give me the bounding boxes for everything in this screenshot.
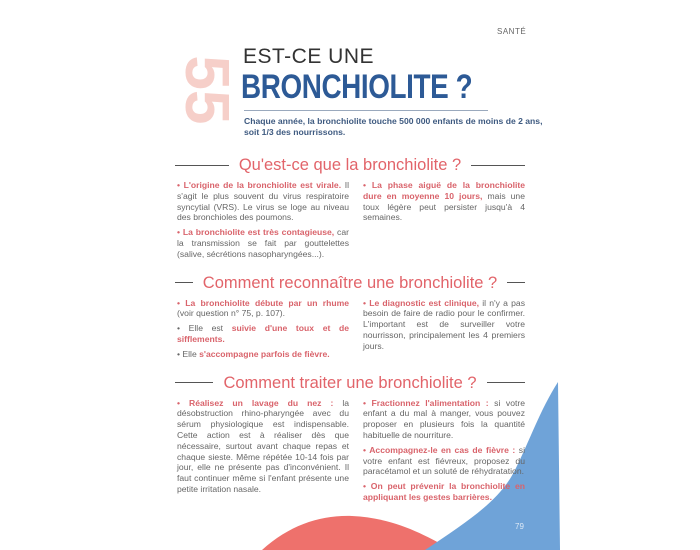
content [175, 154, 525, 515]
bullet-paragraph [177, 323, 349, 345]
section-recognize [175, 272, 525, 364]
heading-rule [507, 282, 525, 283]
highlight-text: • L'origine de la bronchiolite est virale. [177, 180, 342, 190]
section-label: SANTÉ [497, 27, 527, 36]
highlight-text: • Réalisez un lavage du nez : [177, 397, 334, 408]
highlight-text: • Accompagnez-le en cas de fièvre : [363, 444, 516, 455]
bullet-paragraph [363, 398, 525, 441]
question-number [172, 44, 241, 136]
body-text: • Elle [177, 348, 200, 359]
section-heading-what [175, 154, 525, 176]
heading-rule [471, 165, 525, 166]
highlight-text: • La phase aiguë de la bronchiolite dure en moyenne 10 jours, [363, 180, 525, 201]
section-recognize-right [363, 298, 525, 364]
highlight-text: • Le diagnostic est clinique, [363, 297, 480, 308]
bullet-paragraph [177, 398, 349, 495]
section-heading-text: Comment reconnaître une bronchiolite ? [202, 273, 498, 292]
section-treat-left [177, 398, 349, 507]
section-heading-text: Qu'est-ce que la bronchiolite ? [238, 156, 462, 174]
highlight-text: • La bronchiolite débute par un rhume [177, 297, 349, 308]
highlight-text: s'accompagne parfois de fièvre. [199, 348, 330, 359]
bullet-paragraph [177, 180, 349, 223]
page-title: BRONCHIOLITE ? [241, 68, 473, 106]
section-what-left [177, 180, 349, 264]
bullet-paragraph [363, 481, 525, 503]
section-columns [175, 298, 525, 364]
highlight-text: suivie d'une toux et de sifflements. [177, 323, 350, 344]
section-heading-recognize [175, 272, 525, 294]
highlight-text: • On peut prévenir la bronchiolite en appliquant les gestes barrières. [363, 481, 525, 502]
highlight-text: • La bronchiolite est très contagieuse, [177, 227, 335, 238]
red-blob-shape [262, 516, 452, 550]
highlight-text: • Fractionnez l'alimentation : [363, 397, 489, 408]
body-text: si votre enfant a du mal à manger, vous pouvez proposer en plusieurs fois la quantité habituelle de nourriture. [363, 397, 525, 440]
heading-rule [487, 382, 525, 383]
body-text: car la transmission se fait par gouttelettes (salive, sécrétions nasopharyngées...). [177, 227, 349, 259]
question-number-text: 55 [172, 55, 241, 125]
section-heading-treat [175, 372, 525, 394]
bullet-paragraph [363, 298, 525, 352]
bullet-paragraph [177, 349, 349, 360]
section-recognize-left [177, 298, 349, 364]
body-text: Il s'agit le plus souvent du virus respiratoire syncytial (VRS). Le virus se loge au niveau des bronchioles des poumons. [177, 180, 349, 223]
body-text: • Elle est [177, 323, 232, 334]
bullet-paragraph [363, 180, 525, 223]
body-text: la désobstruction rhino-pharyngée avec du sérum physiologique est indispensable. Cette action est à réaliser dès que nécessaire, surtout avant chaque repas et chaque sieste. Même répétée 10-14 fois par jour, elle ne présente pas d'inconvénient. Il faut continuer même si l'enfant présente une petite irritation nasale. [177, 397, 350, 494]
heading-rule [175, 282, 193, 283]
bullet-paragraph [363, 445, 525, 477]
body-text: il n'y a pas besoin de faire de radio pour le confirmer. L'important est de surveiller votre nourrisson, principalement les 4 premiers jours. [363, 297, 525, 351]
section-columns [175, 398, 525, 507]
body-text: mais une toux légère peut persister jusqu'à 4 semaines. [363, 190, 525, 223]
bullet-paragraph [177, 298, 349, 320]
intro-text: Chaque année, la bronchiolite touche 500 000 enfants de moins de 2 ans, soit 1/3 des nourrissons. [244, 116, 543, 137]
heading-rule [175, 165, 229, 166]
section-treat-right [363, 398, 525, 507]
title-line1: EST-CE UNE [243, 45, 375, 68]
title-divider [244, 110, 488, 111]
page-number: 79 [515, 522, 524, 531]
section-treat [175, 372, 525, 507]
section-what [175, 154, 525, 264]
section-heading-text: Comment traiter une bronchiolite ? [223, 373, 477, 392]
section-what-right [363, 180, 525, 264]
heading-rule [175, 382, 213, 383]
body-text: (voir question n° 75, p. 107). [177, 308, 286, 319]
bullet-paragraph [177, 227, 349, 259]
section-columns [175, 180, 525, 264]
body-text: si votre enfant est fiévreux, proposez du paracétamol et un soluté de réhydratation. [363, 444, 526, 477]
